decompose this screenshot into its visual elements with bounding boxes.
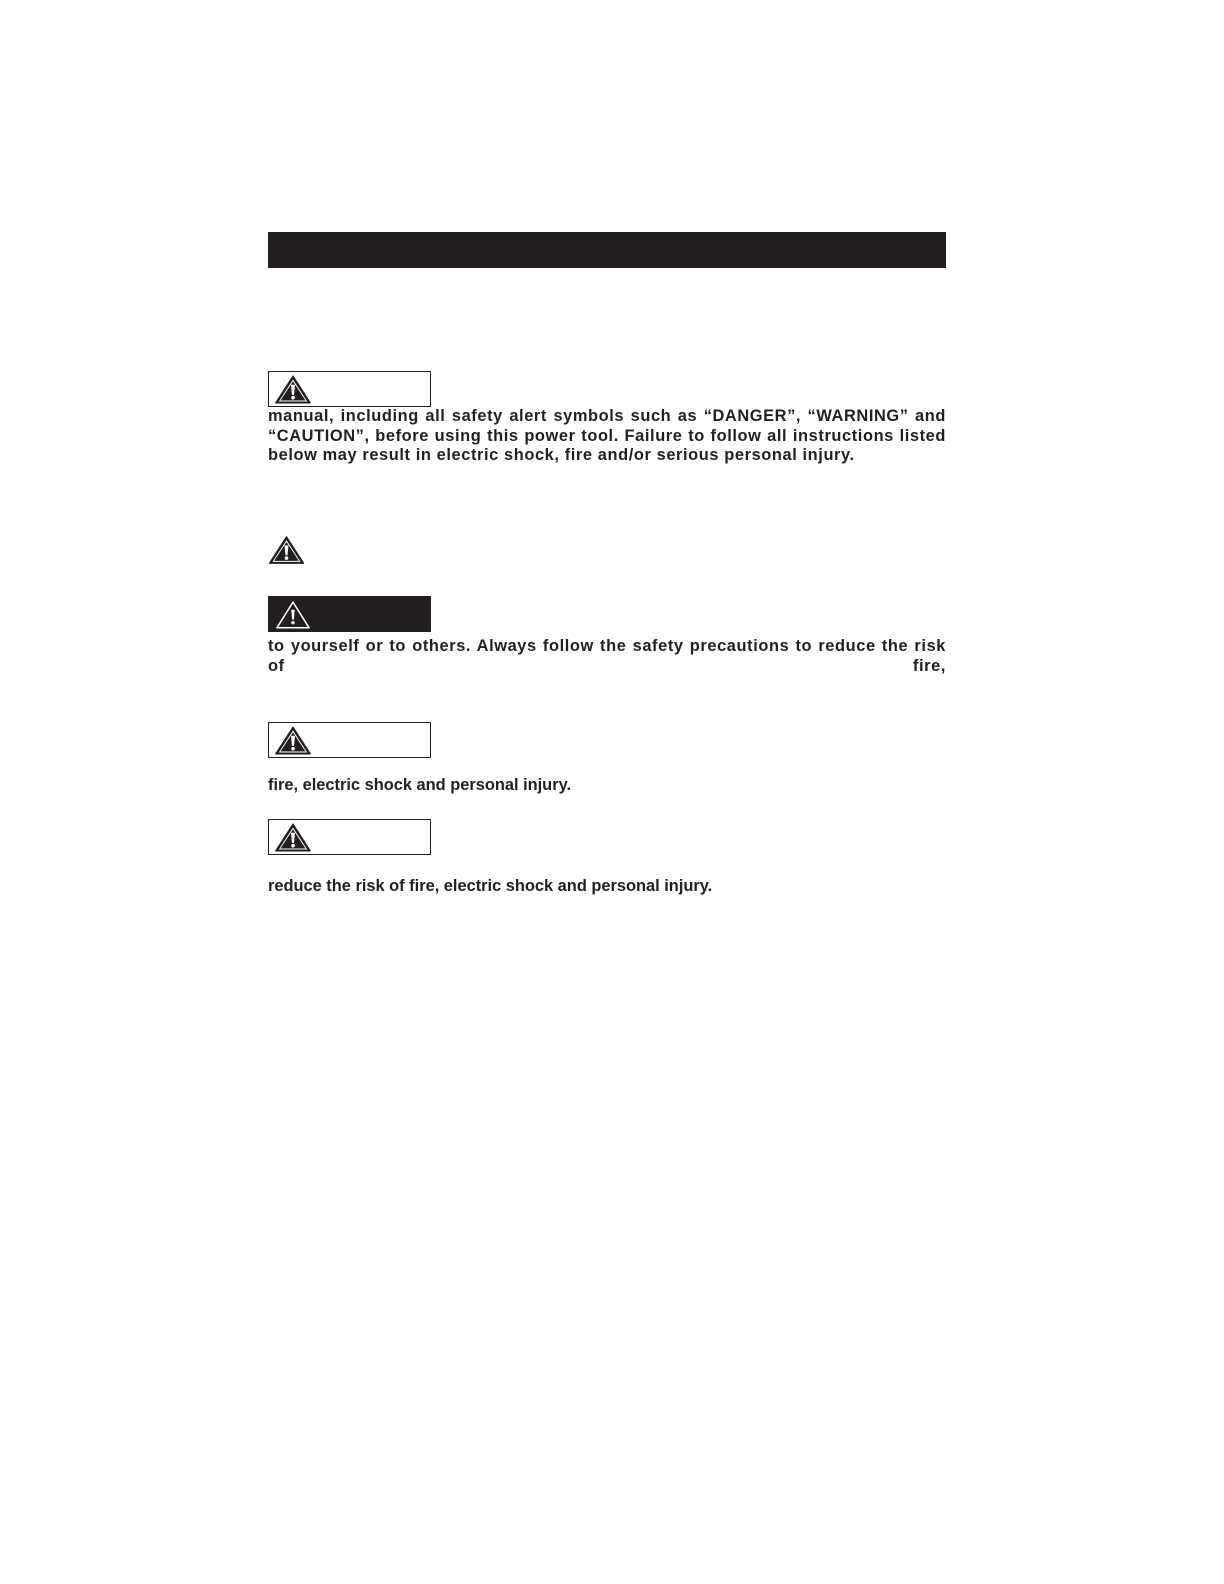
caution-label-box [268,819,431,855]
read-instructions-paragraph: manual, including all safety alert symbols such as “DANGER”, “WARNING” and “CAUTION”, before using this power tool. Failure to follow all instructions listed below may result in electric shock, fire and/or serious personal injury. [268,407,946,464]
warning-triangle-icon [274,599,312,630]
warning-paragraph: fire, electric shock and personal injury. [268,776,572,794]
warning-triangle-icon [274,822,312,853]
warning-triangle-icon [274,725,312,756]
caution-paragraph: reduce the risk of fire, electric shock and personal injury. [268,877,713,895]
danger-paragraph: to yourself or to others. Always follow the safety precautions to reduce the risk of fire, [268,637,946,675]
warning-label-box [268,722,431,758]
danger-label-box [268,596,431,632]
safety-alert-symbol-icon [267,535,306,565]
section-header-bar [268,232,946,268]
alert-label-box [268,371,431,407]
warning-triangle-icon [274,374,312,405]
